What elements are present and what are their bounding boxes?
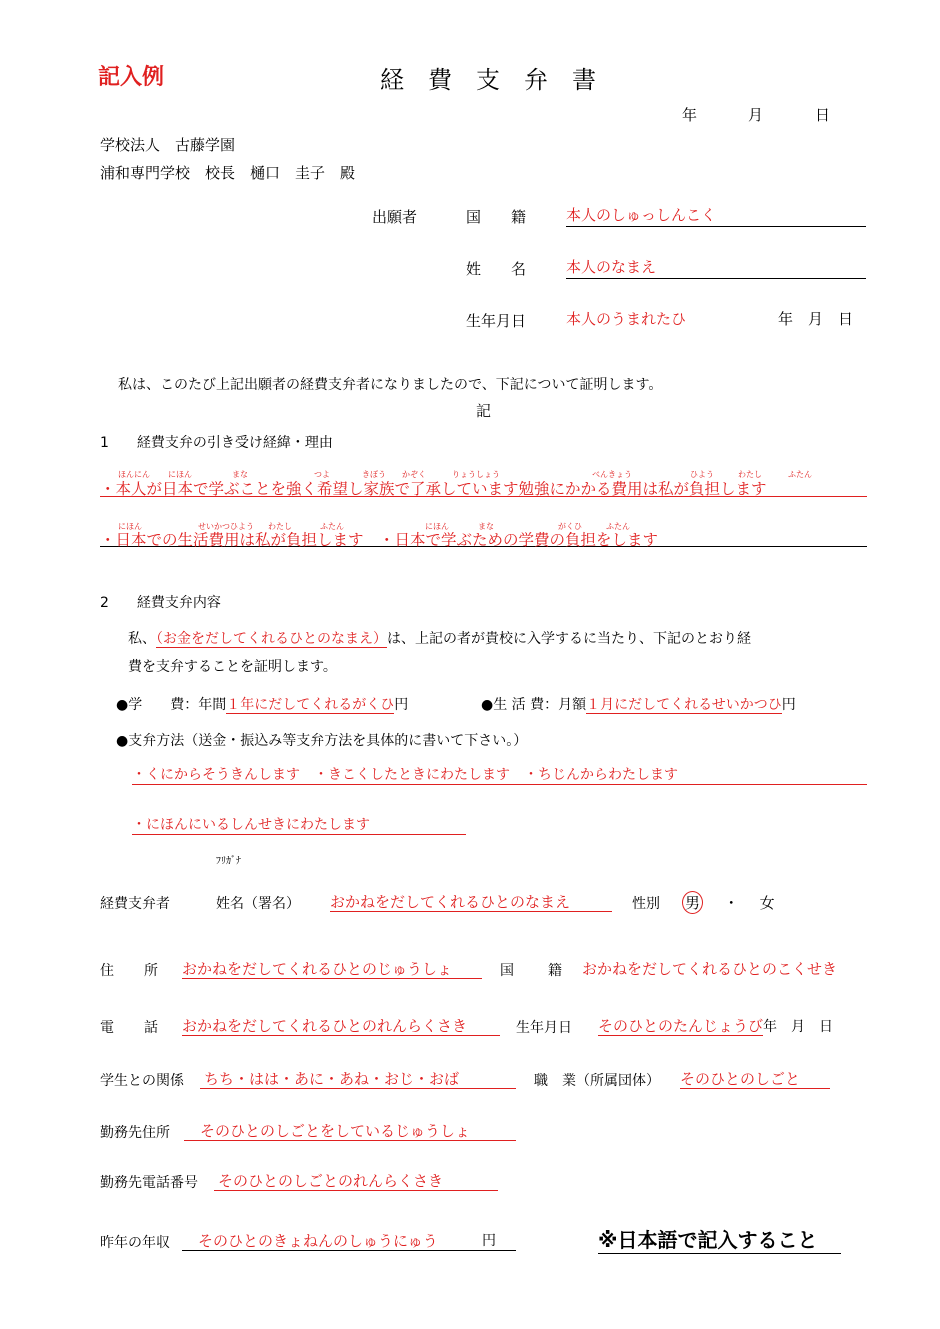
- sponsor-nationality-field[interactable]: [582, 958, 867, 978]
- work-phone-field[interactable]: [214, 1170, 498, 1191]
- applicant-dob-value: 本人のうまれたひ: [566, 310, 687, 328]
- sponsor-dob-value: そのひとのたんじょうび: [598, 1017, 764, 1035]
- occupation-value: そのひとのしごと: [680, 1070, 801, 1088]
- method-label: ●支弁方法（送金・振込み等支弁方法を具体的に書いて下さい。）: [116, 733, 528, 749]
- ruby-nihon: にほん: [168, 470, 192, 479]
- method-line2[interactable]: [132, 814, 466, 835]
- sponsor-label: 経費支弁者: [100, 896, 170, 912]
- tuition-row: [116, 694, 408, 714]
- declaration: 私は、このたび上記出願者の経費支弁者になりましたので、下記について証明します。: [118, 377, 663, 393]
- occupation-field[interactable]: [680, 1068, 830, 1089]
- living-label: ●生 活 費：月額: [481, 697, 587, 713]
- applicant-name-value: 本人のなまえ: [566, 258, 657, 276]
- living-row: [481, 694, 796, 714]
- furigana-label: ﾌﾘｶﾞﾅ: [216, 856, 241, 867]
- work-address-label: 勤務先住所: [100, 1125, 170, 1141]
- ruby-futan-3: ふたん: [606, 522, 630, 531]
- addressee-line2: 浦和専門学校 校長 樋口 圭子 殿: [100, 164, 356, 182]
- applicant-name-field[interactable]: [566, 258, 866, 279]
- income-value: そのひとのきょねんのしゅうにゅう: [198, 1232, 438, 1250]
- ruby-gakuhi: がくひ: [558, 522, 582, 531]
- address-label: 住 所: [100, 963, 166, 979]
- living-value[interactable]: １月にだしてくれるせいかつひ: [586, 697, 782, 713]
- date-year: 年: [682, 106, 698, 124]
- ruby-ryoushou: りょうしょう: [452, 470, 500, 479]
- phone-value: おかねをだしてくれるひとのれんらくさき: [182, 1017, 468, 1035]
- applicant-dob-label: 生年月日: [466, 312, 527, 330]
- gender-female[interactable]: 女: [759, 894, 775, 912]
- reason-line1[interactable]: [100, 466, 867, 497]
- ruby-mana: まな: [232, 470, 248, 479]
- ruby-nihon-2: にほん: [118, 522, 142, 531]
- tuition-label: ●学 費：年間: [116, 697, 227, 713]
- income-unit: 円: [482, 1233, 496, 1249]
- ruby-benkyou: べんきょう: [592, 470, 632, 479]
- page-title: 経 費 支 弁 書: [380, 66, 596, 94]
- reason-line2[interactable]: [100, 518, 867, 547]
- address-field[interactable]: [182, 958, 482, 979]
- applicant-dob-suffix: 年 月 日: [778, 310, 854, 328]
- applicant-nationality-value: 本人のしゅっしんこく: [566, 206, 717, 224]
- tuition-value[interactable]: １年にだしてくれるがくひ: [226, 697, 395, 713]
- ruby-mana-2: まな: [478, 522, 494, 531]
- sponsor-dob-field[interactable]: [598, 1015, 868, 1035]
- date-month: 月: [748, 106, 764, 124]
- work-address-field[interactable]: [184, 1120, 516, 1141]
- sponsor-nationality-label: 国 籍: [500, 963, 572, 979]
- sponsor-name-value: おかねをだしてくれるひとのなまえ: [330, 893, 571, 911]
- address-value: おかねをだしてくれるひとのじゅうしょ: [182, 960, 453, 978]
- ruby-honnin: ほんにん: [118, 470, 150, 479]
- method-line1[interactable]: [132, 764, 867, 785]
- addressee-line1: 学校法人 古藤学園: [100, 136, 236, 154]
- tuition-unit: 円: [394, 697, 409, 713]
- applicant-label: 出願者: [372, 208, 418, 226]
- ki-mark: 記: [476, 402, 492, 420]
- reason-line1-text: ・本人が日本で学ぶことを強く希望し家族で了承しています勉強にかかる費用は私が負担します: [100, 480, 767, 498]
- statement-sponsor-name[interactable]: （お金をだしてくれるひとのなまえ）: [156, 631, 387, 647]
- relation-field[interactable]: [200, 1068, 516, 1089]
- ruby-futan-2: ふたん: [320, 522, 344, 531]
- gender-label: 性別: [632, 896, 660, 912]
- sponsor-statement-line2: 費を支弁することを証明します。: [128, 659, 337, 675]
- example-label: 記入例: [98, 65, 165, 90]
- method-line2-text: ・にほんにいるしんせきにわたします: [132, 817, 370, 833]
- sponsor-nationality-value: おかねをだしてくれるひとのこくせき: [582, 960, 838, 978]
- relation-label: 学生との関係: [100, 1073, 184, 1089]
- applicant-name-label: 姓 名: [466, 260, 527, 278]
- sponsor-name-label: 姓名（署名）: [216, 896, 300, 912]
- ruby-watashi: わたし: [738, 470, 762, 479]
- occupation-label: 職 業（所属団体）: [534, 1073, 660, 1089]
- sponsor-statement-line1: [128, 628, 751, 648]
- date-day: 日: [815, 106, 831, 124]
- living-unit: 円: [781, 697, 796, 713]
- work-phone-label: 勤務先電話番号: [100, 1175, 198, 1191]
- work-phone-value: そのひとのしごとのれんらくさき: [218, 1172, 444, 1190]
- sponsor-dob-label: 生年月日: [516, 1020, 572, 1036]
- work-address-value: そのひとのしごとをしているじゅうしょ: [200, 1122, 471, 1140]
- ruby-tsuyo: つよ: [314, 470, 330, 479]
- ruby-futan: ふたん: [788, 470, 812, 479]
- section2-heading: 2 経費支弁内容: [100, 595, 221, 611]
- method-line1-text: ・くにからそうきんします ・きこくしたときにわたします ・ちじんからわたします: [132, 767, 678, 783]
- sponsor-dob-suffix: 年 月 日: [763, 1019, 834, 1035]
- gender-male[interactable]: 男: [682, 891, 703, 914]
- section1-heading: 1 経費支弁の引き受け経緯・理由: [100, 435, 333, 451]
- ruby-hiyou: ひよう: [690, 470, 714, 479]
- ruby-kazoku: かぞく: [402, 470, 426, 479]
- relation-value: ちち・はは・あに・あね・おじ・おば: [204, 1070, 460, 1088]
- applicant-nationality-field[interactable]: [566, 206, 866, 227]
- ruby-nihon-3: にほん: [425, 522, 449, 531]
- statement-suffix: は、上記の者が貴校に入学するに当たり、下記のとおり経: [387, 631, 751, 647]
- sponsor-name-field[interactable]: [330, 891, 612, 912]
- income-field[interactable]: [182, 1230, 516, 1251]
- statement-prefix: 私、: [128, 631, 156, 647]
- ruby-watashi-2: わたし: [268, 522, 292, 531]
- japanese-notice: ※日本語で記入すること: [598, 1224, 841, 1254]
- phone-field[interactable]: [182, 1015, 500, 1036]
- phone-label: 電 話: [100, 1020, 166, 1036]
- ruby-kibou: きぼう: [362, 470, 386, 479]
- applicant-nationality-label: 国 籍: [466, 208, 527, 226]
- gender-options: [682, 891, 775, 914]
- income-label: 昨年の年収: [100, 1235, 170, 1251]
- reason-line2-text: ・日本での生活費用は私が負担します ・日本で学ぶための学費の負担をします: [100, 531, 659, 549]
- applicant-dob-field[interactable]: [566, 310, 866, 330]
- gender-separator: ・: [723, 894, 739, 912]
- ruby-seikatsuhiyou: せいかつひよう: [198, 522, 254, 531]
